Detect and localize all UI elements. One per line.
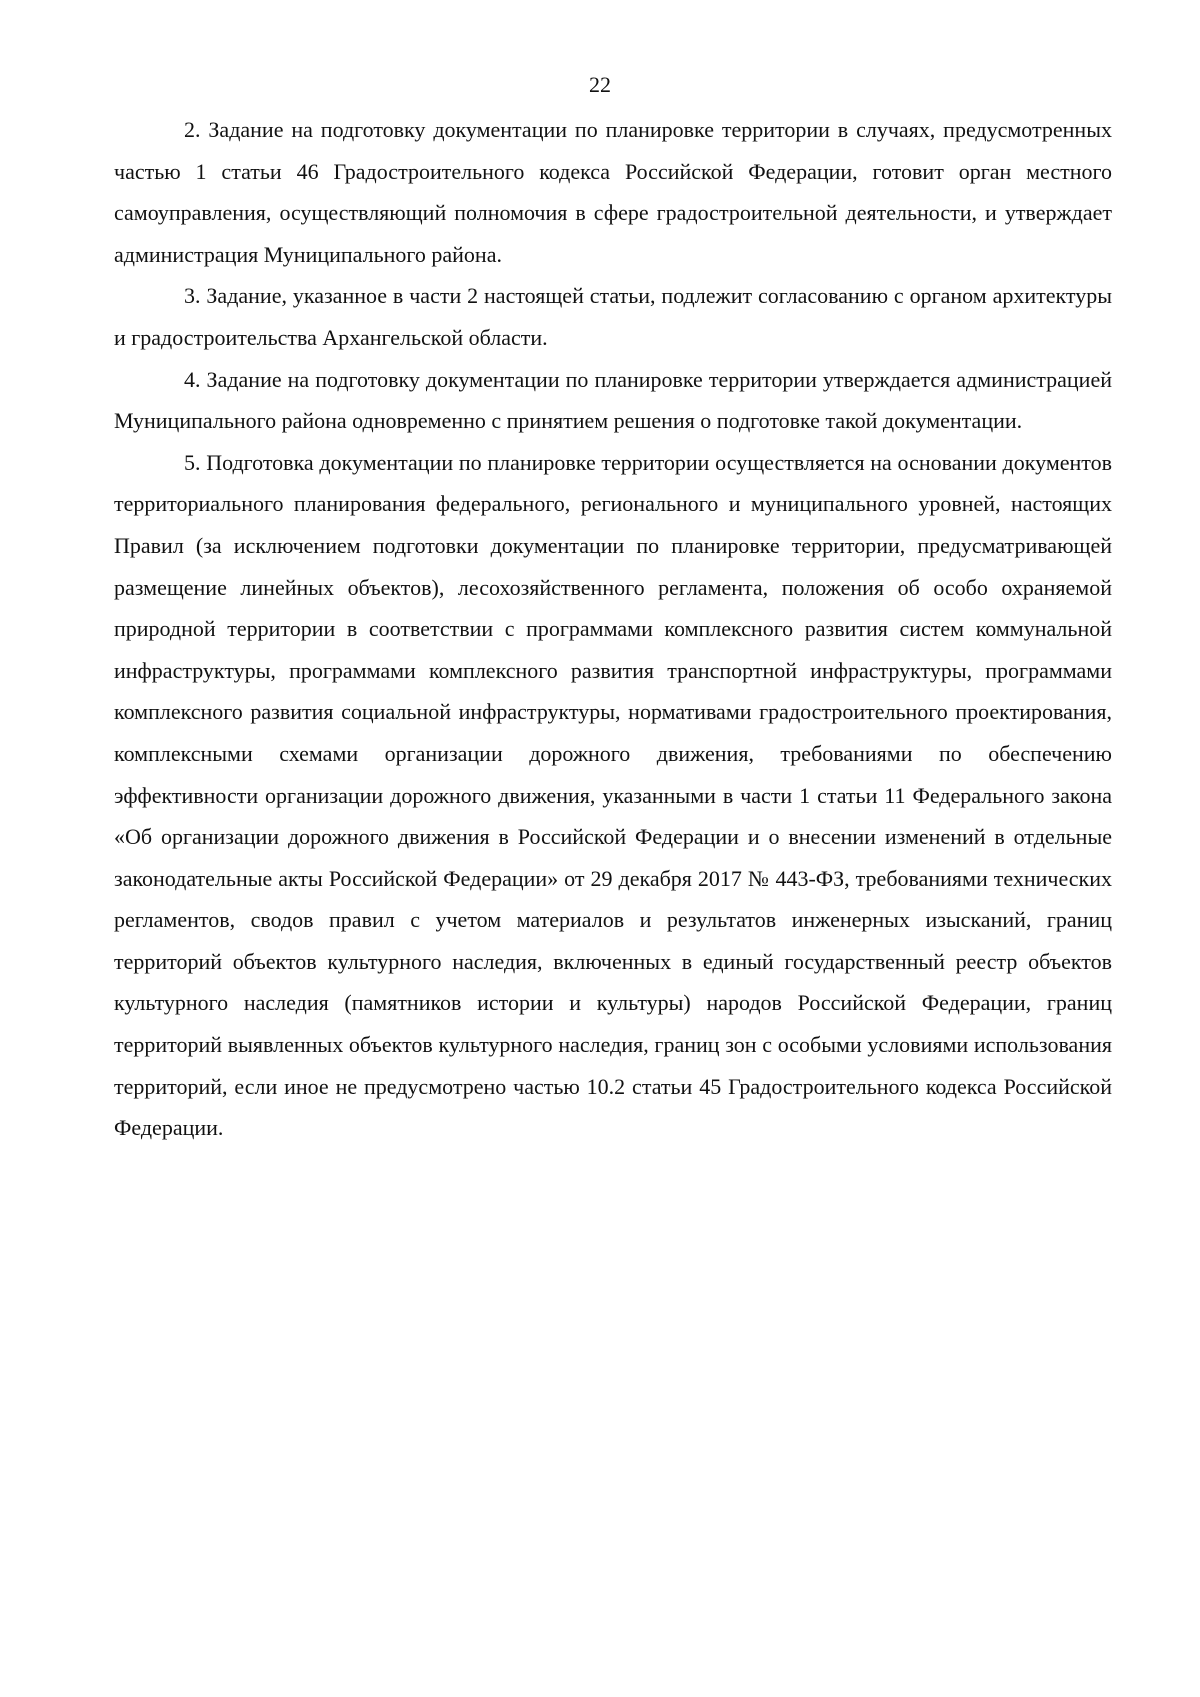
document-body (114, 109, 1112, 1149)
paragraph-4: 4. Задание на подготовку документации по планировке территории утверждается администрацией Муниципального района одновременно с принятием решения о подготовке такой документации. (114, 366, 1112, 434)
paragraph-2: 2. Задание на подготовку документации по планировке территории в случаях, предусмотренных частью 1 статьи 46 Градостроительного кодекса Российской Федерации, готовит орган местного самоуправления, осуществляющий полномочия в сфере градостроительной деятельности, и утверждает администрация Муниципального района. (114, 117, 1112, 267)
paragraph-3: 3. Задание, указанное в части 2 настоящей статьи, подлежит согласованию с органом архитектуры и градостроительства Архангельской области. (114, 283, 1112, 350)
page-number: 22 (589, 72, 611, 97)
paragraph-5: 5. Подготовка документации по планировке территории осуществляется на основании документов территориального планирования федерального, регионального и муниципального уровней, настоящих Правил (за исключением подготовки документации по планировке территории, предусматривающей размещение линейных объектов), лесохозяйственного регламента, положения об особо охраняемой природной территории в соответствии с программами комплексного развития систем коммунальной инфраструктуры, программами комплексного развития транспортной инфраструктуры, программами комплексного развития социальной инфраструктуры, нормативами градостроительного проектирования, комплексными схемами организации дорожного движения, требованиями по обеспечению эффективности организации дорожного движения, указанными в части 1 статьи 11 Федерального закона «Об организации дорожного движения в Российской Федерации и о внесении изменений в отдельные законодательные акты Российской Федерации» от 29 декабря 2017 № 443-ФЗ, требованиями технических регламентов, сводов правил с учетом материалов и результатов инженерных изысканий, границ территорий объектов культурного наследия, включенных в единый государственный реестр объектов культурного наследия (памятников истории и культуры) народов Российской Федерации, границ территорий выявленных объектов культурного наследия, границ зон с особыми условиями использования территорий, если иное не предусмотрено частью 10.2 статьи 45 Градостроительного кодекса Российской Федерации. (114, 449, 1112, 1141)
